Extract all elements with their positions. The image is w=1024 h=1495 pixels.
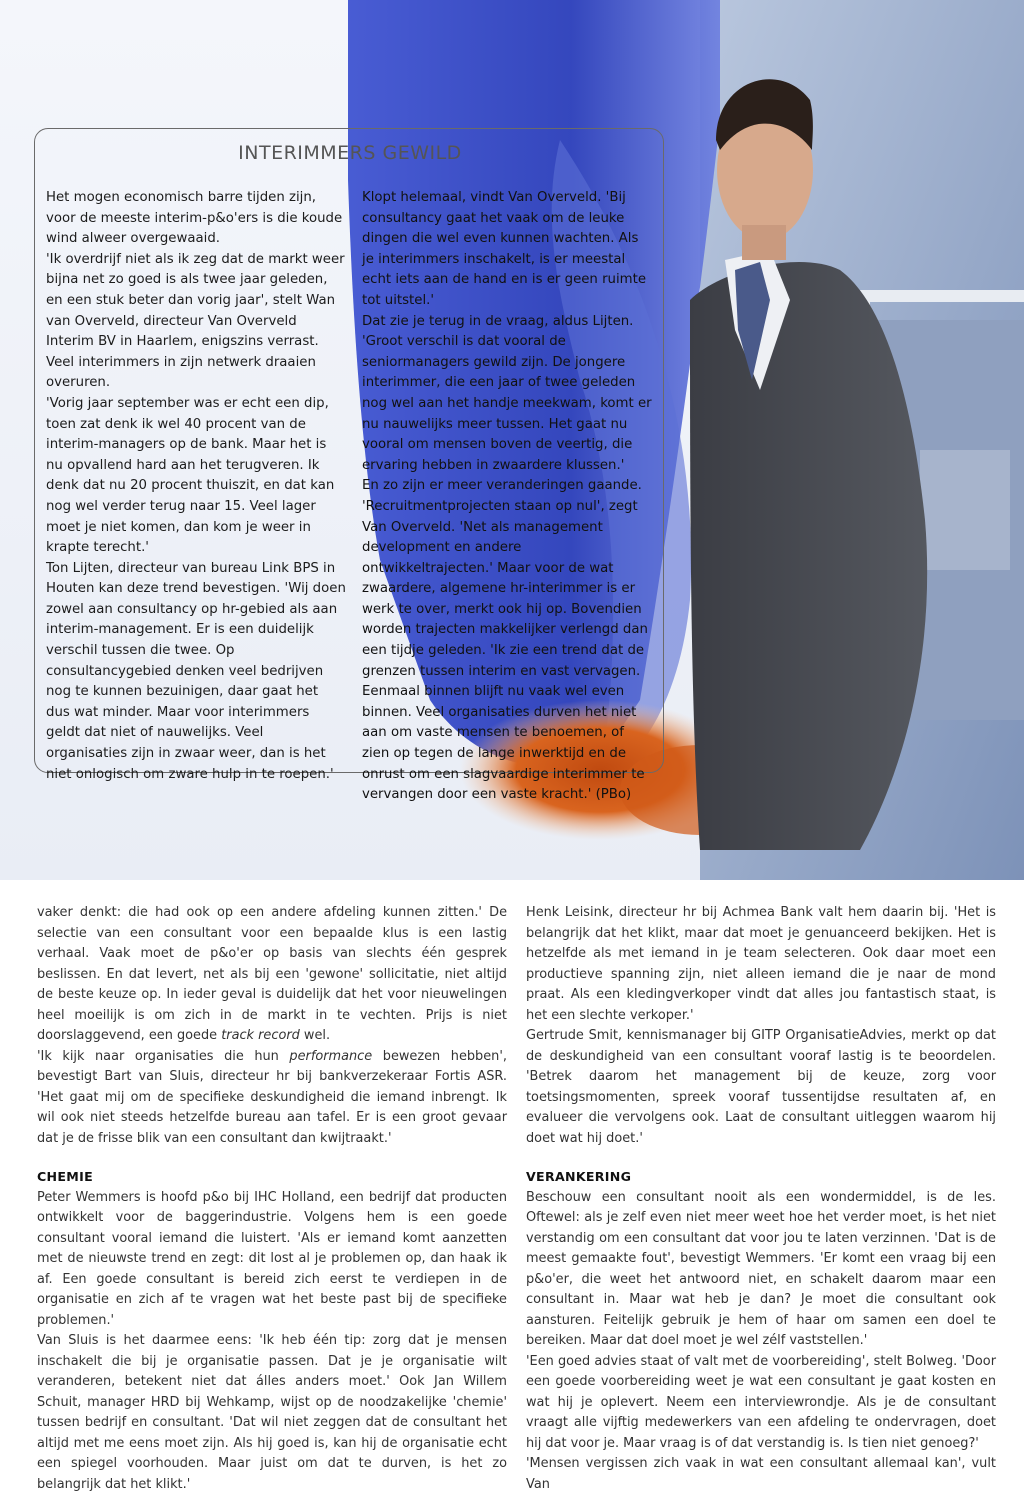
article-paragraph: 'Mensen vergissen zich vaak in wat een consultant allemaal kan', vult Van xyxy=(526,1456,996,1492)
article-paragraph xyxy=(37,1047,507,1150)
article-paragraph: Henk Leisink, directeur hr bij Achmea Bank valt hem daarin bij. 'Het is belangrijk dat het klikt, maar dat moet je genuanceerd bekijken. Het is hetzelfde als met iemand in je team selecteren. Ook daar moet een productieve spanning zijn, niet alleen iemand die je naar de mond praat. Als een kledingverkoper vindt dat alles jou fantastisch staat, is het een slechte verkoper.' xyxy=(526,905,996,1023)
article-paragraph xyxy=(37,903,507,1047)
article-right-column xyxy=(526,903,996,1495)
article-paragraph: Van Sluis is het daarmee eens: 'Ik heb één tip: zorg dat je mensen inschakelt die bij je organisatie passen. Dat je je organisatie wilt veranderen, betekent niet dat álles anders moet.' Ook Jan Willem Schuit, manager HRD bij Wehkamp, wijst op de noodzakelijke 'chemie' tussen bedrijf en consultant. 'Dat wil niet zeggen dat de consultant het altijd met me eens moet zijn. Als hij goed is, kan hij de organisatie echt een spiegel voorhouden. Maar juist om dat te durven, is het zo belangrijk dat het klikt.' xyxy=(37,1333,507,1492)
sidebar-paragraph: Het mogen economisch barre tijden zijn, voor de meeste interim-p&o'ers is die koude wind alweer overgewaaid. xyxy=(46,190,343,247)
sidebar-paragraph: En zo zijn er meer veranderingen gaande. 'Recruitmentprojecten staan op nul', zegt Van Overveld. 'Net als management development en andere ontwikkeltrajecten.' Maar voor de wat zwaardere, algemene hr-interimmer is er werk te over, merkt ook hij op. Bovendien worden trajecten makkelijker verlengd dan een tijdje geleden. 'Ik zie een trend dat de grenzen tussen interim en vast vervagen. Eenmaal binnen blijft nu vaak wel even binnen. Veel organisaties durven het niet aan om vaste mensen te benoemen, of zien op tegen de lange inwerktijd en de onrust om een slagvaardige interimmer te vervangen door een vaste kracht.' (PBo) xyxy=(362,478,648,803)
sidebar-paragraph: 'Ik overdrijf niet als ik zeg dat de markt weer bijna net zo goed is als twee jaar geleden, en een stuk beter dan vorig jaar', stelt Wan van Overveld, directeur Van Overveld Interim BV in Haarlem, enigszins verrast. Veel interimmers in zijn netwerk draaien overuren. xyxy=(46,251,345,391)
text-run: vaker denkt: die had ook op een andere afdeling kunnen zitten.' De selectie van een consultant voor een bepaalde klus is een lastig verhaal. Vaak moet de p&o'er op basis van slechts één gesprek beslissen. En dat levert, net als bij een 'gewone' sollicitatie, niet altijd de beste keuze op. In ieder geval is duidelijk dat het voor nieuwelingen heel moeilijk is om zich in de markt in te vechten. Prijs is niet doorslaggevend, een goede xyxy=(37,905,507,1043)
emphasis: track record xyxy=(221,1028,300,1043)
sidebar-paragraph: Klopt helemaal, vindt Van Overveld. 'Bij consultancy gaat het vaak om de leuke dingen die wel even kunnen wachten. Als je interimmers inschakelt, is er meestal echt iets aan de hand en is er geen ruimte tot uitstel.' xyxy=(362,190,647,308)
section-heading: CHEMIE xyxy=(37,1169,94,1184)
article-paragraph: Gertrude Smit, kennismanager bij GITP OrganisatieAdvies, merkt op dat de deskundigheid van een consultant vooraf lastig is te beoordelen. 'Betrek daarom het management bij de keuze, zorg voor toetsingsmomenten, spreek vooraf tussentijdse resultaten af, en evalueer die vervolgens ook. Laat de consultant uitleggen waarom hij doet wat hij doet.' xyxy=(526,1028,996,1146)
article-paragraph: Peter Wemmers is hoofd p&o bij IHC Holland, een bedrijf dat producten ontwikkelt voor de baggerindustrie. Volgens hem is een goede consultant vooral iemand die luistert. 'Als er iemand komt aanzetten met de nieuwste trend en zegt: dit lost al je problemen op, dan haak ik af. Een goede consultant is bereid zich eerst te verdiepen in de organisatie en zich af te vragen wat het beste past bij de specifieke problemen.' xyxy=(37,1189,507,1328)
sidebar-paragraph: 'Vorig jaar september was er echt een dip, toen zat denk ik wel 40 procent van de interim-managers op de bank. Maar het is nu opvallend hard aan het terugveren. Ik denk dat nu 20 procent thuiszit, en dat kan nog wel verder terug naar 15. Veel lager moet je niet komen, dan kom je weer in krapte terecht.' xyxy=(46,395,335,556)
article-paragraph: 'Een goed advies staat of valt met de voorbereiding', stelt Bolweg. 'Door een goede voorbereiding weet je wat een consultant je gaat kosten en wat hij je oplevert. Neem een interviewrondje. Als je de consultant vraagt alle vijftig medewerkers van een afdeling te ondervragen, doet hij dat voor je. Maar vraag is of dat verstandig is. Is tien niet genoeg?' xyxy=(526,1353,996,1451)
emphasis: performance xyxy=(289,1048,373,1064)
article-left-column xyxy=(37,903,507,1495)
sidebar-title: INTERIMMERS GEWILD xyxy=(238,142,462,164)
article-paragraph: Beschouw een consultant nooit als een wondermiddel, is de les. Oftewel: als je zelf even niet meer weet hoe het verder moet, is het niet verstandig om een consultant dat voor jou te laten verzinnen. 'Dat is de meest gemaakte fout', bevestigt Wemmers. 'Er komt een vraag bij een p&o'er, die weet het antwoord niet, en schakelt daarom maar een consultant in. Maar wat heb je dan? Je moet die consultant ook aansturen. Feitelijk gebruik je hem of haar om samen een doel te bereiken. Maar dat doel moet je wel zélf vaststellen.' xyxy=(526,1189,996,1348)
sidebar-right-column xyxy=(362,188,652,806)
section-heading: VERANKERING xyxy=(526,1169,632,1184)
text-run: 'Ik kijk naar organisaties die hun xyxy=(37,1048,279,1064)
text-run: wel. xyxy=(303,1028,331,1043)
sidebar-left-column xyxy=(46,188,346,785)
sidebar-paragraph: Ton Lijten, directeur van bureau Link BPS in Houten kan deze trend bevestigen. 'Wij doen zowel aan consultancy op hr-gebied als aan interim-management. Er is een duidelijk verschil tussen die twee. Op consultancygebied denken veel bedrijven nog te kunnen bezuinigen, daar gaat het dus wat minder. Maar voor interimmers geldt dat niet of nauwelijks. Veel organisaties zijn in zwaar weer, dan is het niet onlogisch om zware hulp in te roepen.' xyxy=(46,560,346,782)
sidebar-paragraph: Dat zie je terug in de vraag, aldus Lijten. 'Groot verschil is dat vooral de seniormanagers gewild zijn. De jongere interimmer, die een jaar of twee geleden nog wel aan het handje meekwam, komt er nu nauwelijks meer tussen. Het gaat nu vooral om mensen boven de veertig, die ervaring hebben in zwaardere klussen.' xyxy=(362,313,652,473)
text-run: bewezen hebben', bevestigt Bart van Sluis, directeur hr bij bankverzekeraar Fortis ASR. 'Het gaat mij om de specifieke deskundigheid die iemand inbrengt. Ik wil ook niet steeds hetzelfde bureau aan tafel. Er is een groot gevaar dat je de frisse blik van een consultant dan kwijtraakt.' xyxy=(37,1048,507,1146)
